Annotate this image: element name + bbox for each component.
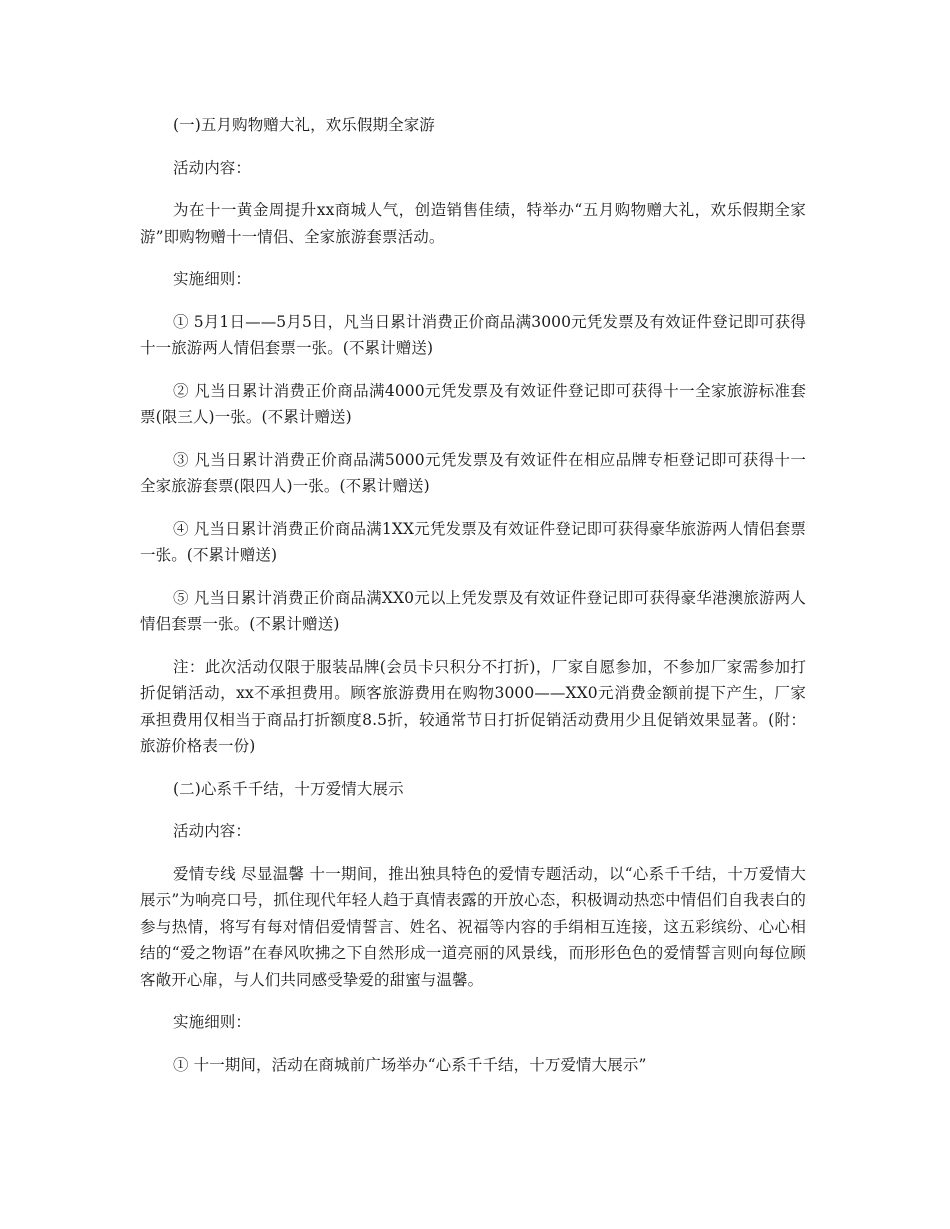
section1-rule-4: ④ 凡当日累计消费正价商品满1XX元凭发票及有效证件登记即可获得豪华旅游两人情侣套票一张。(不累计赠送) bbox=[140, 519, 806, 564]
section1-rule-5: ⑤ 凡当日累计消费正价商品满XX0元以上凭发票及有效证件登记即可获得豪华港澳旅游两人情侣套票一张。(不累计赠送) bbox=[140, 588, 806, 633]
section1-rules-label: 实施细则： bbox=[173, 270, 252, 288]
section1-rule-2: ② 凡当日累计消费正价商品满4000元凭发票及有效证件登记即可获得十一全家旅游标准套票(限三人)一张。(不累计赠送) bbox=[140, 381, 806, 426]
section2-heading: (二)心系千千结，十万爱情大展示 bbox=[173, 779, 404, 798]
section2-content-label: 活动内容： bbox=[173, 822, 252, 840]
section2-content: 爱情专线 尽显温馨 十一期间，推出独具特色的爱情专题活动，以“心系千千结，十万爱情大展示”为响亮口号，抓住现代年轻人趋于真情表露的开放心态，积极调动热恋中情侣们自我表白的参与热情，将写有每对情侣爱情誓言、姓名、祝福等内容的手绢相互连接，这五彩缤纷、心心相结的“爱之物语”在春风吹拂之下自然形成一道亮丽的风景线，而形形色色的爱情誓言则向每位顾客敞开心扉，与人们共同感受挚爱的甜蜜与温馨。 bbox=[140, 864, 806, 989]
section1-heading: (一)五月购物赠大礼，欢乐假期全家游 bbox=[173, 116, 435, 134]
section1-content-label: 活动内容： bbox=[173, 158, 252, 177]
section1-rule-1: ① 5月1日——5月5日，凡当日累计消费正价商品满3000元凭发票及有效证件登记即可获得十一旅游两人情侣套票一张。(不累计赠送) bbox=[140, 312, 806, 357]
section2-rule-1: ① 十一期间，活动在商城前广场举办“心系千千结，十万爱情大展示” bbox=[173, 1055, 647, 1074]
section1-rule-3: ③ 凡当日累计消费正价商品满5000元凭发票及有效证件在相应品牌专柜登记即可获得十一全家旅游套票(限四人)一张。(不累计赠送) bbox=[140, 450, 806, 495]
document-page bbox=[140, 112, 806, 1094]
section1-content: 为在十一黄金周提升xx商城人气，创造销售佳绩，特举办“五月购物赠大礼，欢乐假期全家游”即购物赠十一情侣、全家旅游套票活动。 bbox=[140, 201, 806, 246]
section2-rules-label: 实施细则： bbox=[173, 1013, 252, 1031]
section1-note: 注：此次活动仅限于服装品牌(会员卡只积分不打折)，厂家自愿参加，不参加厂家需参加打折促销活动，xx不承担费用。顾客旅游费用在购物3000——XX0元消费金额前提下产生，厂家承担费用仅相当于商品打折额度8.5折，较通常节日打折促销活动费用少且促销效果显著。(附：旅游价格表一份) bbox=[140, 657, 806, 755]
